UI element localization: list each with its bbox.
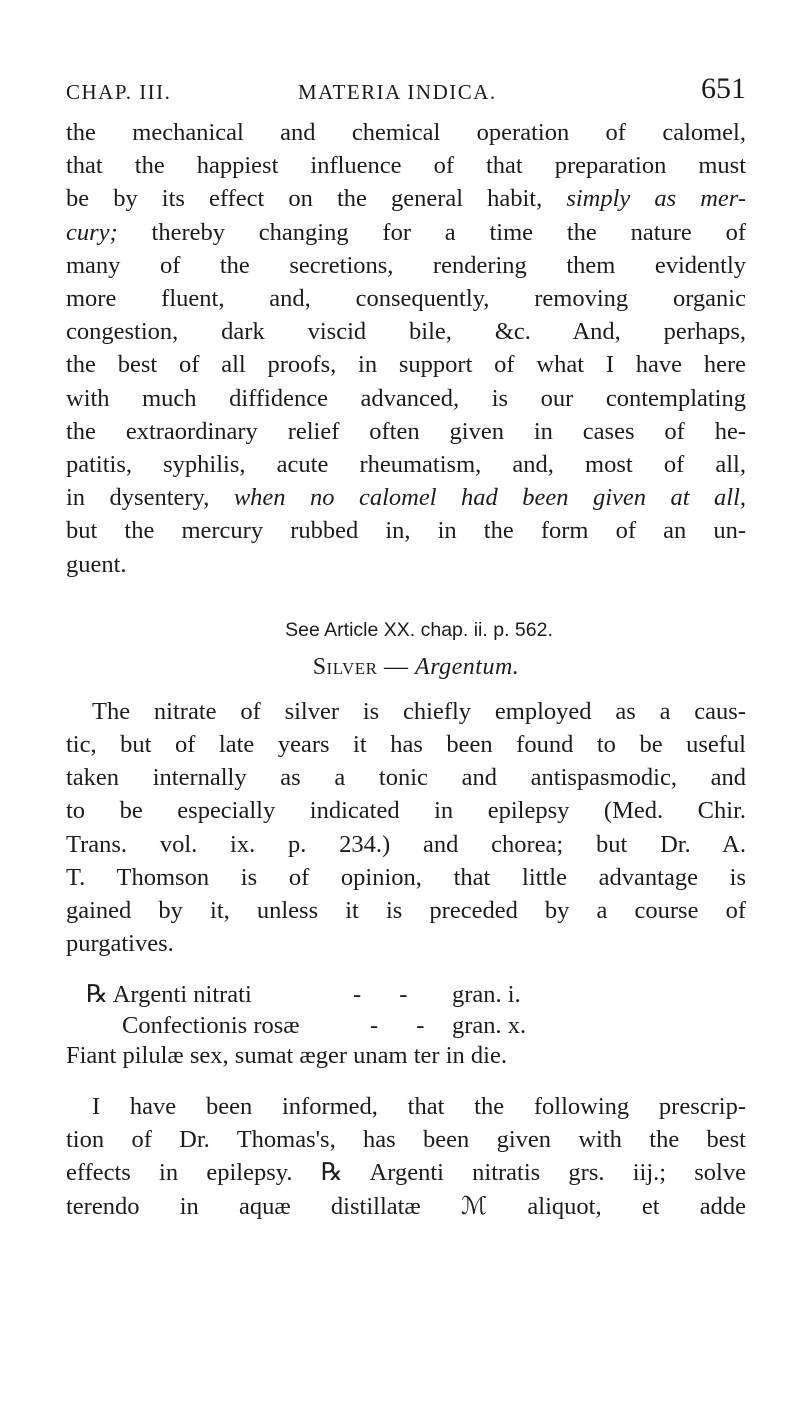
chapter-label: CHAP. III. bbox=[66, 80, 172, 104]
heading-latin: Argentum. bbox=[415, 653, 520, 680]
text-line: that the happiest influence of that preparation must bbox=[66, 152, 746, 180]
text-line: tion of Dr. Thomas's, has been given with the best bbox=[66, 1126, 746, 1154]
emphasis-text: simply as mer- bbox=[566, 185, 746, 213]
cross-reference: See Article XX. chap. ii. p. 562. bbox=[285, 618, 553, 641]
prescription-row bbox=[66, 1011, 746, 1042]
prescription bbox=[66, 980, 746, 1072]
paragraph-calomel bbox=[66, 116, 746, 581]
text-line: more fluent, and, consequently, removing organic bbox=[66, 285, 746, 313]
text-line: the best of all proofs, in support of what I have here bbox=[66, 351, 746, 379]
directions-text: Fiant pilulæ sex, sumat æger unam ter in die. bbox=[66, 1042, 507, 1070]
prescription-row bbox=[66, 980, 746, 1011]
running-head bbox=[66, 70, 746, 116]
text-line: purgatives. bbox=[66, 930, 174, 958]
text-line: The nitrate of silver is chiefly employed as a caus- bbox=[92, 697, 746, 725]
prescription-directions bbox=[66, 1041, 746, 1072]
running-title: MATERIA INDICA. bbox=[298, 80, 497, 104]
heading-separator: — bbox=[377, 653, 416, 680]
ingredient-name: ℞ Argenti nitrati bbox=[86, 981, 252, 1009]
text-line: I have been informed, that the following prescrip- bbox=[92, 1092, 746, 1120]
text-line: congestion, dark viscid bile, &c. And, perhaps, bbox=[66, 318, 746, 346]
leader-dashes: - - bbox=[353, 981, 424, 1009]
text-segment: thereby changing for a time the nature of bbox=[151, 218, 746, 246]
paragraph-silver bbox=[66, 695, 746, 961]
text-line: effects in epilepsy. ℞ Argenti nitratis grs. iij.; solve bbox=[66, 1159, 746, 1187]
text-line: guent. bbox=[66, 550, 127, 578]
text-segment: in dysentery, bbox=[66, 484, 210, 512]
text-line: patitis, syphilis, acute rheumatism, and, most of all, bbox=[66, 451, 746, 479]
section-heading bbox=[66, 654, 746, 681]
text-line: tic, but of late years it has been found to be useful bbox=[66, 731, 746, 759]
ingredient-name: Confectionis rosæ bbox=[122, 1011, 300, 1039]
text-line: taken internally as a tonic and antispasmodic, and bbox=[66, 764, 746, 792]
emphasis-text: cury; bbox=[66, 218, 118, 246]
text-line bbox=[66, 182, 746, 215]
text-line: gained by it, unless it is preceded by a course of bbox=[66, 897, 746, 925]
text-line: terendo in aquæ distillatæ ℳ aliquot, et adde bbox=[66, 1192, 746, 1220]
text-line: the extraordinary relief often given in cases of he- bbox=[66, 417, 746, 445]
text-line: the mechanical and chemical operation of calomel, bbox=[66, 119, 746, 146]
leader-dashes: - - bbox=[370, 1011, 441, 1039]
emphasis-text: when no calomel had been given at all, bbox=[233, 484, 747, 512]
text-line bbox=[66, 216, 746, 249]
text-line: but the mercury rubbed in, in the form of an un- bbox=[66, 517, 746, 545]
text-segment: be by its effect on the general habit, bbox=[66, 185, 543, 213]
text-line: many of the secretions, rendering them evidently bbox=[66, 251, 746, 279]
text-line: Trans. vol. ix. p. 234.) and chorea; but Dr. A. bbox=[66, 830, 746, 858]
book-page bbox=[66, 70, 746, 1223]
ingredient-quantity: gran. i. bbox=[452, 981, 521, 1009]
ingredient-quantity: gran. x. bbox=[452, 1011, 527, 1039]
heading-name: Silver bbox=[312, 653, 378, 680]
page-number: 651 bbox=[701, 72, 746, 105]
text-line: to be especially indicated in epilepsy (Med. Chir. bbox=[66, 797, 746, 825]
paragraph-thomas bbox=[66, 1090, 746, 1223]
text-line: with much diffidence advanced, is our contemplating bbox=[66, 384, 746, 412]
text-line: T. Thomson is of opinion, that little advantage is bbox=[66, 863, 746, 891]
text-line bbox=[66, 481, 746, 514]
